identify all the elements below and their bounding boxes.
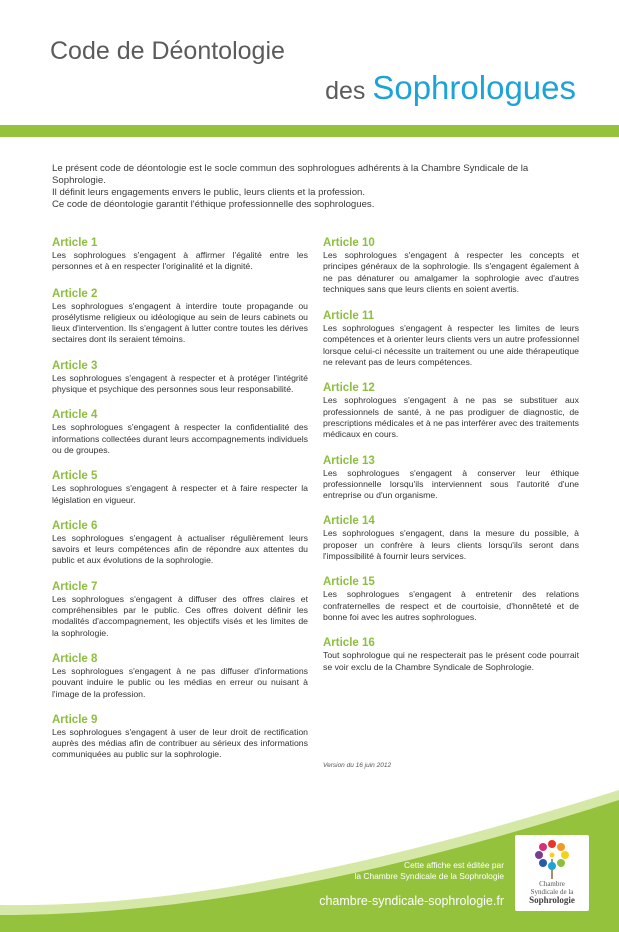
title-prefix: des	[325, 77, 366, 105]
article	[52, 580, 308, 639]
chambre-syndicale-logo	[515, 835, 589, 911]
footer-website-link[interactable]: chambre-syndicale-sophrologie.fr	[319, 894, 504, 908]
article	[52, 359, 308, 396]
article	[323, 309, 579, 368]
title-line-2	[325, 68, 576, 111]
article	[323, 575, 579, 623]
footer-publisher	[355, 860, 504, 882]
logo-line-3: Sophrologie	[529, 895, 575, 905]
intro-paragraph	[52, 163, 582, 211]
article-text: Les sophrologues s'engagent à respecter et à faire respecter la législation en vigueur.	[52, 483, 308, 505]
article-title: Article 13	[323, 454, 375, 467]
title-accent: Sophrologues	[372, 69, 576, 106]
logo-line-2: Syndicale de la	[530, 888, 574, 896]
article-title: Article 4	[52, 409, 98, 422]
article	[52, 519, 308, 567]
article-text: Les sophrologues s'engagent à affirmer l'égalité entre les personnes et à en respecter l'originalité et la dignité.	[52, 250, 308, 272]
flower-logo-icon	[515, 835, 589, 881]
article	[52, 469, 308, 506]
article-text: Les sophrologues s'engagent à entretenir des relations confraternelles de respect et de courtoisie, d'honnêteté et de bonne foi avec les autres sophrologues.	[323, 589, 579, 622]
article-text: Les sophrologues s'engagent à actualiser régulièrement leurs savoirs et leurs compétences afin de répondre aux attentes du public et aux évolutions de la sophrologie.	[52, 532, 308, 566]
article-text: Les sophrologues s'engagent à conserver leur éthique professionnelle lorsqu'ils interviennent sous l'autorité d'une entreprise ou d'un organisme.	[323, 467, 579, 501]
article-title: Article 3	[52, 359, 98, 372]
article	[52, 652, 308, 700]
article-title: Article 5	[52, 470, 98, 483]
article-title: Article 16	[323, 637, 375, 650]
article-text: Les sophrologues s'engagent, dans la mesure du possible, à proposer un confrère à leurs clients lorsqu'ils seront dans l'impossibilité à fournir leurs services.	[323, 528, 579, 562]
article-title: Article 8	[52, 652, 98, 665]
article	[52, 713, 308, 761]
article-title: Article 14	[323, 515, 375, 528]
article-title: Article 15	[323, 576, 375, 589]
article-text: Les sophrologues s'engagent à respecter les limites de leurs compétences et à orienter leurs clients vers un autre professionnel lorsque celui-ci nécessite un traitement ou une aide thérapeutique ne relevant pas de leurs compétences.	[323, 323, 579, 368]
intro-line: Ce code de déontologie garantit l'éthique professionnelle des sophrologues.	[52, 199, 375, 210]
article-text: Les sophrologues s'engagent à interdire toute propagande ou prosélytisme religieux ou idéologique au sein de leurs cabinets ou lieux d'intervention. Ils s'engagent à lutter contre toutes les dérives sectaires dont ils seraient témoins.	[52, 300, 308, 345]
article-text: Les sophrologues s'engagent à ne pas se substituer aux professionnels de santé, à ne pas prodiguer de diagnostic, de prescriptions médicales et à ne pas interférer avec des traitements médicaux en cours.	[323, 395, 579, 440]
articles-left-column	[52, 236, 308, 761]
article-title: Article 7	[52, 580, 98, 593]
intro-line: Il définit leurs engagements envers le public, leurs clients et la profession.	[52, 187, 366, 198]
article	[323, 514, 579, 562]
article-text: Les sophrologues s'engagent à ne pas diffuser d'informations pouvant induire le public ou les médias en erreur ou nuisant à l'image de la profession.	[52, 665, 308, 699]
intro-line: Le présent code de déontologie est le socle commun des sophrologues adhérents à la Chambre Syndicale de la Sophrologie.	[52, 163, 529, 186]
article-text: Les sophrologues s'engagent à respecter et à protéger l'intégrité physique et psychique des personnes sous leur responsabilité.	[52, 372, 308, 395]
article-title: Article 10	[323, 237, 375, 249]
header-green-bar	[0, 125, 619, 137]
article-title: Article 11	[323, 310, 375, 323]
article	[52, 408, 308, 456]
article-text: Les sophrologues s'engagent à user de leur droit de rectification auprès des médias afin de contribuer au sérieux des informations communiquées au public sur la sophrologie.	[52, 726, 308, 760]
article-text: Tout sophrologue qui ne respecterait pas le présent code pourrait se voir exclu de la Chambre Syndicale de Sophrologie.	[323, 650, 579, 672]
article	[52, 287, 308, 346]
article-title: Article 9	[52, 713, 98, 726]
logo-line-1: Chambre	[539, 880, 565, 888]
article-text: Les sophrologues s'engagent à respecter les concepts et principes généraux de la sophrologie. Ils s'engagent également à ne pas dénaturer ou amalgamer la sophrologie avec d'autres techniques sans que leurs clients en soient avertis.	[323, 250, 579, 294]
article	[323, 636, 579, 673]
articles-right-column	[323, 236, 579, 673]
footer-line-2: la Chambre Syndicale de la Sophrologie	[354, 871, 504, 881]
version-date: Version du 16 juin 2012	[323, 762, 392, 769]
article	[323, 236, 579, 295]
article-title: Article 1	[52, 237, 98, 249]
title-line-1: Code de Déontologie	[50, 37, 285, 65]
article-text: Les sophrologues s'engagent à respecter la confidentialité des informations collectées durant leurs accompagnements individuels ou de groupes.	[52, 422, 308, 455]
article-title: Article 6	[52, 519, 98, 532]
footer-line-1: Cette affiche est éditée par	[404, 860, 504, 870]
article-title: Article 2	[52, 287, 98, 300]
article-title: Article 12	[323, 382, 375, 395]
article-text: Les sophrologues s'engagent à diffuser des offres claires et compréhensibles par le public. Ces offres doivent définir les modalités d'accompagnement, les objectifs visés et les limites de la sophrologie.	[52, 593, 308, 638]
article	[323, 381, 579, 440]
article	[323, 454, 579, 502]
article	[52, 236, 308, 273]
logo-wordmark	[515, 880, 589, 905]
